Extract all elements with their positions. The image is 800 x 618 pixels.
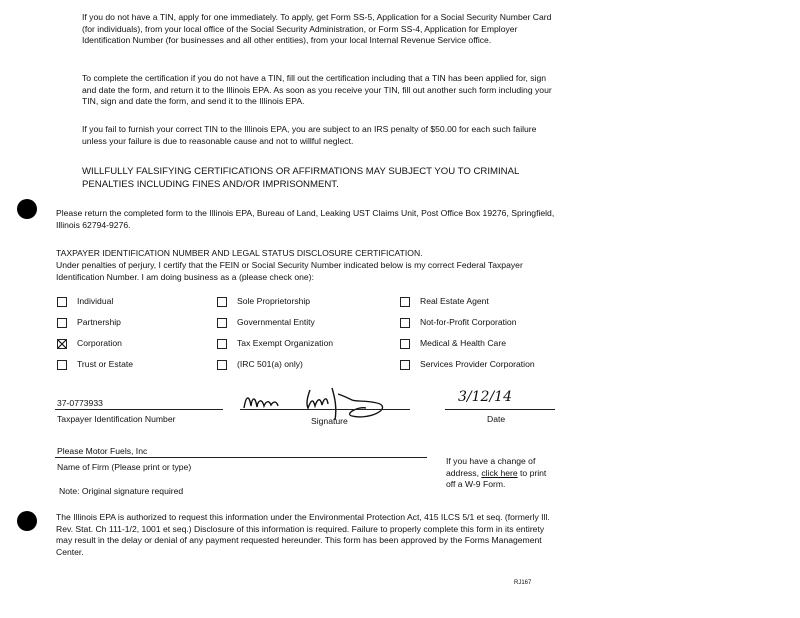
return-instructions: Please return the completed form to the Illinois EPA, Bureau of Land, Leaking UST Claims Unit, Post Office Box 19276, Springfield, Illinois 62794-9276. <box>56 208 555 230</box>
label-real-estate-agent: Real Estate Agent <box>420 296 489 306</box>
checkbox-trust-or-estate[interactable] <box>57 360 67 370</box>
checkbox-individual[interactable] <box>57 297 67 307</box>
no-tin-paragraph: If you do not have a TIN, apply for one immediately. To apply, get Form SS-5, Application for a Social Security Number Card (for individuals), from your local office of the Social Security Administration, or Form SS-4, Application for Employer Identification Number (for businesses and all other entities), from your local Internal Revenue Service office. <box>82 12 552 45</box>
penalty-paragraph: If you fail to furnish your correct TIN to the Illinois EPA, you are subject to an IRS penalty of $50.00 for each such failure unless your failure is due to reasonable cause and not to willful neglect. <box>82 124 537 146</box>
label-tax-exempt-organization: Tax Exempt Organization <box>237 338 334 348</box>
date-value[interactable]: 3/12/14 <box>458 389 512 405</box>
address-change-line3: off a W-9 Form. <box>446 479 506 489</box>
w9-form-link[interactable]: click here <box>481 467 518 478</box>
checkbox-partnership[interactable] <box>57 318 67 328</box>
label-sole-proprietorship: Sole Proprietorship <box>237 296 311 306</box>
label-individual: Individual <box>77 296 114 306</box>
certification-title: TAXPAYER IDENTIFICATION NUMBER AND LEGAL STATUS DISCLOSURE CERTIFICATION. <box>56 248 423 258</box>
checkbox-sole-proprietorship[interactable] <box>217 297 227 307</box>
label-not-for-profit: Not-for-Profit Corporation <box>420 317 517 327</box>
falsification-warning: WILLFULLY FALSIFYING CERTIFICATIONS OR AFFIRMATIONS MAY SUBJECT YOU TO CRIMINAL PENALTIES INCLUDING FINES AND/OR IMPRISONMENT. <box>82 166 519 190</box>
signature-label: Signature <box>311 416 348 426</box>
label-irc-501a: (IRC 501(a) only) <box>237 359 303 369</box>
bullet-dot <box>17 511 37 531</box>
tin-value[interactable]: 37-0773933 <box>57 398 103 408</box>
label-partnership: Partnership <box>77 317 121 327</box>
date-label: Date <box>487 414 506 424</box>
form-code: RJ167 <box>514 580 532 586</box>
complete-certification-paragraph: To complete the certification if you do not have a TIN, fill out the certification including that a TIN has been applied for, sign and date the form, and return it to the Illinois EPA. As soon as you receive your TIN, fill out another such form including your TIN, sign and date the form, and send it to the Illinois EPA. <box>82 73 552 106</box>
checkbox-governmental-entity[interactable] <box>217 318 227 328</box>
firm-name-line <box>55 457 427 458</box>
checkbox-not-for-profit[interactable] <box>400 318 410 328</box>
certification-statement: Under penalties of perjury, I certify that the FEIN or Social Security Number indicated below is my correct Federal Taxpayer Identification Number. I am doing business as a (please check one): <box>56 260 523 282</box>
disclosure-paragraph: The Illinois EPA is authorized to request this information under the Environmental Protection Act, 415 ILCS 5/1 et seq. (formerly Ill. Rev. Stat. Ch 111-1/2, 1001 et seq.) Disclosure of this information is required. Failure to properly complete this form in its entirety may result in the delay or denial of any payment requested hereunder. This form has been approved by the Forms Management Center. <box>56 512 550 557</box>
label-trust-or-estate: Trust or Estate <box>77 359 134 369</box>
label-corporation: Corporation <box>77 338 122 348</box>
checkbox-irc-501a[interactable] <box>217 360 227 370</box>
address-change-line2: address, click here to print <box>446 467 547 478</box>
checkbox-medical-health-care[interactable] <box>400 339 410 349</box>
address-change-note <box>446 456 576 491</box>
date-line <box>445 409 555 410</box>
tin-line <box>55 409 223 410</box>
firm-name-value[interactable]: Please Motor Fuels, Inc <box>57 446 148 456</box>
signature-line <box>240 409 410 410</box>
firm-name-label: Name of Firm (Please print or type) <box>57 462 192 472</box>
bullet-dot <box>17 199 37 219</box>
check-mark-icon <box>57 339 67 349</box>
label-governmental-entity: Governmental Entity <box>237 317 315 327</box>
signature-note: Note: Original signature required <box>59 486 184 496</box>
checkbox-tax-exempt-organization[interactable] <box>217 339 227 349</box>
checkbox-real-estate-agent[interactable] <box>400 297 410 307</box>
address-change-line1: If you have a change of <box>446 456 536 466</box>
checkbox-services-provider[interactable] <box>400 360 410 370</box>
label-medical-health-care: Medical & Health Care <box>420 338 506 348</box>
checkbox-corporation[interactable] <box>57 339 67 349</box>
label-services-provider: Services Provider Corporation <box>420 359 535 369</box>
tin-label: Taxpayer Identification Number <box>57 414 176 424</box>
